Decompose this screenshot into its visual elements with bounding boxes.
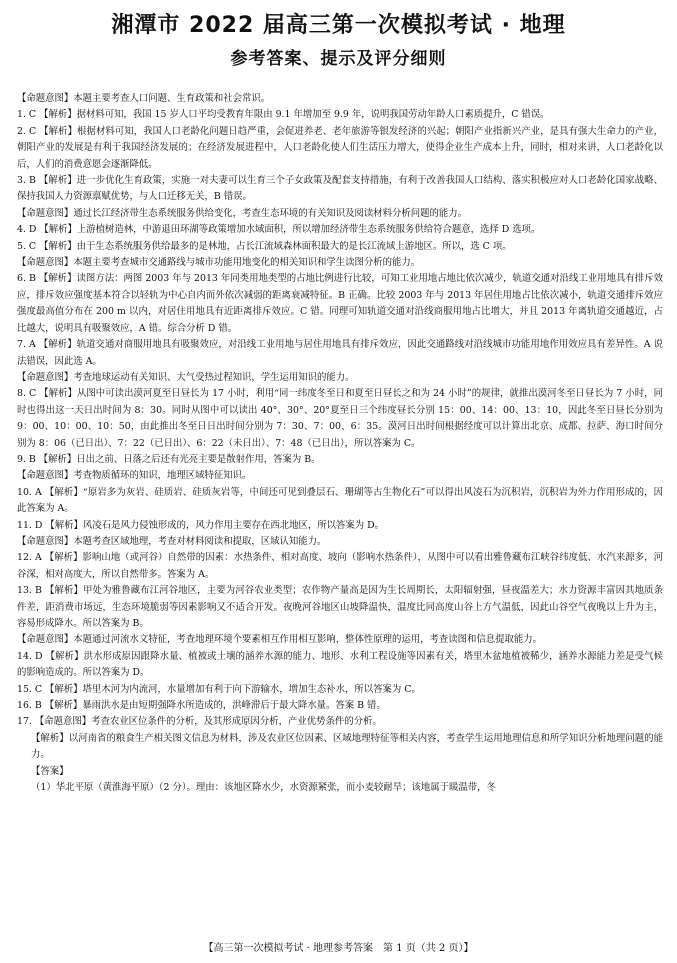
- answer-17-part-1: （1）华北平原（黄淮海平原）（2 分）。理由：该地区降水少，水资源紧张，而小麦较耐旱；该地属于暖温带，冬: [31, 782, 496, 794]
- intent-note-1: 【命题意图】本题主要考查人口问题、生育政策和社会常识。: [17, 93, 271, 104]
- intent-note-4: 【命题意图】考查地球运动有关知识、大气受热过程知识，学生运用知识的能力。: [17, 371, 355, 383]
- intent-note-7: 【命题意图】本题通过河流水文特征，考查地理环境个要素相互作用相互影响，整体性原理的运用，考查读图和信息提取能力。: [17, 634, 543, 646]
- answer-12: 12. A 【解析】影响山地（或河谷）自然带的因素：水热条件、相对高度、坡向（影响水热条件），从图中可以看出雅鲁藏布江峡谷纬度低、水汽来源多，河谷深，相对高度大，所以自然带多。答案为 A。: [17, 552, 663, 580]
- answer-9: 9. B 【解析】日出之前、日落之后还有光亮主要是散射作用，答案为 B。: [17, 453, 321, 465]
- answer-17-label: 【答案】: [31, 765, 69, 777]
- intent-note-5: 【命题意图】考查物质循环的知识，地理区域特征知识。: [17, 470, 252, 482]
- intent-note-3: 【命题意图】本题主要考查城市交通路线与城市功能用地变化的相关知识和学生读图分析的能力。: [17, 257, 421, 269]
- answer-17-intent: 17. 【命题意图】考查农业区位条件的分析，及其形成原因分析，产业优势条件的分析。: [17, 716, 382, 728]
- answer-14: 14. D 【解析】洪水形成原因跟降水量、植被或土壤的涵养水源的能力、地形、水利工程设施等因素有关，塔里木盆地植被稀少，涵养水源能力差是受气候的影响造成的。所以答案为 D。: [17, 650, 663, 679]
- intent-note-6: 【命题意图】本题考查区域地理，考查对材料阅读和提取，区域认知能力。: [17, 535, 327, 547]
- answer-3: 3. B 【解析】进一步优化生育政策，实施一对夫妻可以生育三个子女政策及配套支持措施，有利于改善我国人口结构、落实积极应对人口老龄化国家战略、保持我国人力资源禀赋优势，与人口迁移无关，B 错误。: [17, 175, 663, 203]
- answer-13: 13. B 【解析】甲处为雅鲁藏布江河谷地区，主要为河谷农业类型；农作物产量高是因为生长周期长，太阳辐射强，昼夜温差大；水力资源丰富因其地质条件差，距消费市场远，生态环境脆弱等因素影响又不适合开发。夜晚河谷地区山坡降温快，温度比同高度山谷上方气温低，因此山谷空气夜晚以上升为主，容易形成降水。所以答案为 B。: [17, 585, 663, 629]
- answer-6: 6. B 【解析】读图方法：两图 2003 年与 2013 年同类用地类型的占地比例进行比较，可知工业用地占地比依次减少，轨道交通对沿线工业用地具有排斥效应，排斥效应强度基本符合以轻轨为中心自内而外依次减弱的距离衰减特征。B 正确。比较 2003 年与 2013 年居住用地占比依次减小，轨道交通排斥效应强度最高值分布在 200 m 以内，对居住用地具有近距离排斥效应。C 错。同理可知轨道交通对沿线商服用地占比增大，并且 2013 年离轨道交通越近，占比越大，说明具有吸聚效应，A 错。综合分析 D 错。: [17, 273, 663, 334]
- answer-2: 2. C 【解析】根据材料可知，我国人口老龄化问题日趋严重，会促进养老、老年旅游等银发经济的兴起；朝阳产业指新兴产业，是具有强大生命力的产业，朝阳产业的发展是有利于我国经济发展的；在经济发展进程中，人口老龄化使人们生活压力增大，使得企业生产成本上升，同时，相对来讲，人口老龄化以后，人们的消费意愿会逐渐降低。: [17, 125, 663, 170]
- answer-4: 4. D 【解析】上游植树造林，中游退田环湖等政策增加水域面积，所以增加经济带生态系统服务供给符合题意，选择 D 选项。: [17, 224, 541, 236]
- intent-note-2: 【命题意图】通过长江经济带生态系统服务供给变化，考查生态环境的有关知识及阅读材料分析问题的能力。: [17, 207, 468, 219]
- answer-10: 10. A 【解析】“原岩多为灰岩、硅质岩、硅质灰岩等，中间还可见到叠层石、珊瑚等古生物化石”可以得出风凌石为沉积岩，沉积岩为外力作用形成的，因此答案为 A。: [17, 486, 663, 515]
- page-title: 湘潭市 2022 届高三第一次模拟考试 · 地理: [111, 13, 566, 38]
- answer-8: 8. C 【解析】从图中可读出漠河夏至日昼长为 17 小时，利用“同一纬度冬至日和夏至日昼长之和为 24 小时”的规律，就推出漠河冬至日昼长为 7 小时，同时也得出这一天日出时间为 8：30。同时从图中可以读出 40°、30°、20°夏至日三个纬度昼长分别 15：00、14：00、13：10，因此冬至日昼长分别为 9：00、10：00、10：50，由此推出冬至日日出时间分别为 7：30、7：00、6：35。漠河日出时间根据经度可以计算出北京、成都、拉萨、海口时间分别为 8：06（已日出）、7：22（已日出）、6：22（未日出）、7：48（已日出），所以答案为 C。: [17, 388, 663, 449]
- page-subtitle: 参考答案、提示及评分细则: [230, 49, 447, 69]
- answer-1: 1. C 【解析】据材料可知，我国 15 岁人口平均受教育年限由 9.1 年增加至 9.9 年，说明我国劳动年龄人口素质提升，C 错误。: [17, 109, 550, 121]
- answer-11: 11. D 【解析】风凌石是风力侵蚀形成的，风力作用主要存在西北地区，所以答案为 D。: [17, 519, 385, 531]
- answer-16: 16. B 【解析】暴雨洪水是由短期强降水所造成的，洪峰滞后于最大降水量。答案 B 错。: [17, 700, 386, 712]
- answer-17-analysis: 【解析】以河南省的粮食生产相关图文信息为材料，涉及农业区位因素、区域地理特征等相关内容，考查学生运用地理信息和所学知识分析地理问题的能力。: [31, 732, 663, 761]
- page-footer: 【高三第一次模拟考试 · 地理参考答案 第 1 页（共 2 页）】: [203, 943, 474, 954]
- answer-5: 5. C 【解析】由于生态系统服务供给最多的是林地，占长江流域森林面积最大的是长江流域上游地区。所以，选 C 项。: [17, 240, 512, 252]
- answer-15: 15. C 【解析】塔里木河为内流河，水量增加有利于向下游输水，增加生态补水，所以答案为 C。: [17, 683, 421, 695]
- answer-7: 7. A 【解析】轨道交通对商服用地具有吸聚效应，对沿线工业用地与居住用地具有排斥效应，因此交通路线对沿线城市功能用地作用效应具有差异性。A 说法错误，因此选 A。: [17, 339, 663, 367]
- answer-content: [17, 91, 663, 796]
